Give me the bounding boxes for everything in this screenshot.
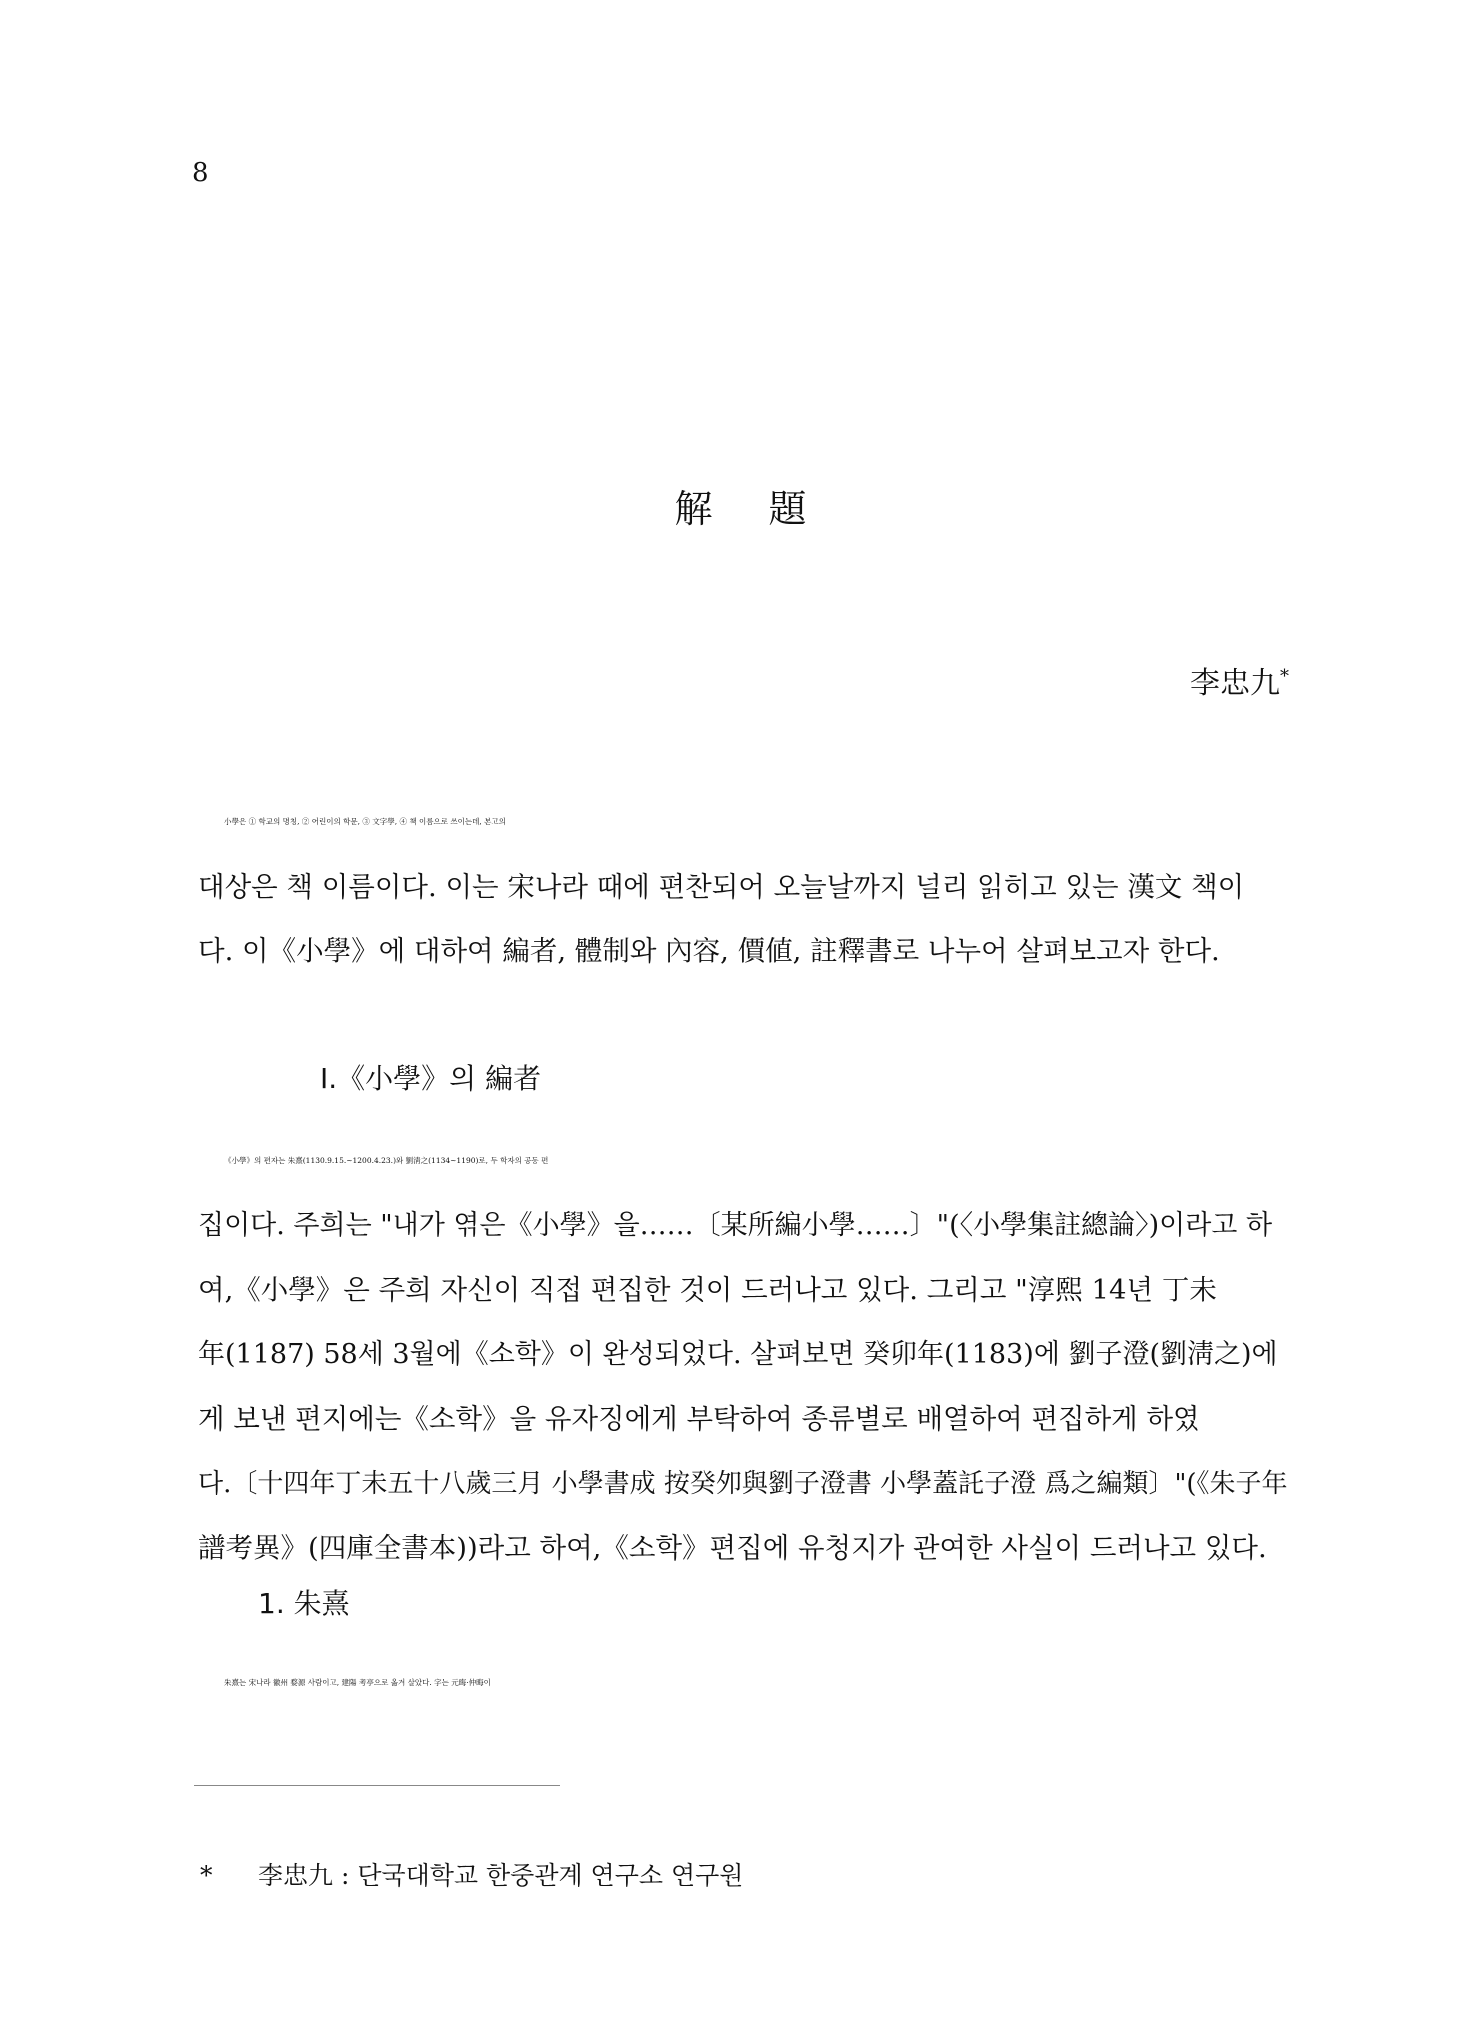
section-paragraph: [198, 1129, 1290, 1581]
paragraph-line: 小學은 ① 학교의 명칭, ② 어린이의 학문, ③ 文字學, ④ 책 이름으로 쓰이는데, 본고의: [224, 817, 506, 826]
paragraph-line: 年(1187) 58세 3월에《소학》이 완성되었다. 살펴보면 癸卯年(1183)에 劉子澄(劉淸之)에: [198, 1338, 1278, 1370]
footnote-mark: *: [200, 1861, 213, 1890]
author-name: 李忠九: [1190, 666, 1280, 701]
paragraph-line: 《小學》의 편자는 朱熹(1130.9.15.~1200.4.23.)와 劉淸之(1134~1190)로, 두 학자의 공동 편: [224, 1156, 549, 1165]
subsection-heading: 1. 朱熹: [258, 1587, 350, 1620]
document-title: 解 題: [674, 487, 829, 531]
paragraph-line: 譜考異》(四庫全書本))라고 하여,《소학》편집에 유청지가 관여한 사실이 드러나고 있다.: [198, 1532, 1267, 1564]
author-footnote-mark: *: [1280, 666, 1289, 687]
paragraph-line: 게 보낸 편지에는《소학》을 유자징에게 부탁하여 종류별로 배열하여 편집하게 하였: [198, 1403, 1200, 1435]
subsection-paragraph: [198, 1651, 1290, 1716]
footnote-text: 李忠九 : 단국대학교 한중관계 연구소 연구원: [258, 1861, 744, 1890]
paragraph-line: 여,《小學》은 주희 자신이 직접 편집한 것이 드러나고 있다. 그리고 "淳熙 14년 丁未: [198, 1274, 1217, 1306]
page-number: 8: [192, 158, 209, 188]
intro-paragraph: [198, 790, 1290, 984]
section-heading: Ⅰ.《小學》의 編者: [320, 1062, 542, 1095]
footnote: [200, 1856, 743, 1892]
paragraph-line: 대상은 책 이름이다. 이는 宋나라 때에 편찬되어 오늘날까지 널리 읽히고 있는 漢文 책이: [198, 870, 1245, 903]
paragraph-line: 朱熹는 宋나라 徽州 婺源 사람이고, 建陽 考亭으로 옮겨 살았다. 字는 元晦·仲晦이: [224, 1678, 491, 1687]
paragraph-line: 다. 이《小學》에 대하여 編者, 體制와 內容, 價値, 註釋書로 나누어 살펴보고자 한다.: [198, 935, 1220, 967]
footnote-rule: [194, 1785, 560, 1786]
author-line: [1190, 658, 1289, 702]
paragraph-line: 집이다. 주희는 "내가 엮은《小學》을……〔某所編小學……〕"(〈小學集註總論〉)이라고 하: [198, 1209, 1273, 1241]
paragraph-line: 다.〔十四年丁未五十八歲三月 小學書成 按癸夘與劉子澄書 小學蓋託子澄 爲之編類〕"(《朱子年: [198, 1468, 1288, 1499]
